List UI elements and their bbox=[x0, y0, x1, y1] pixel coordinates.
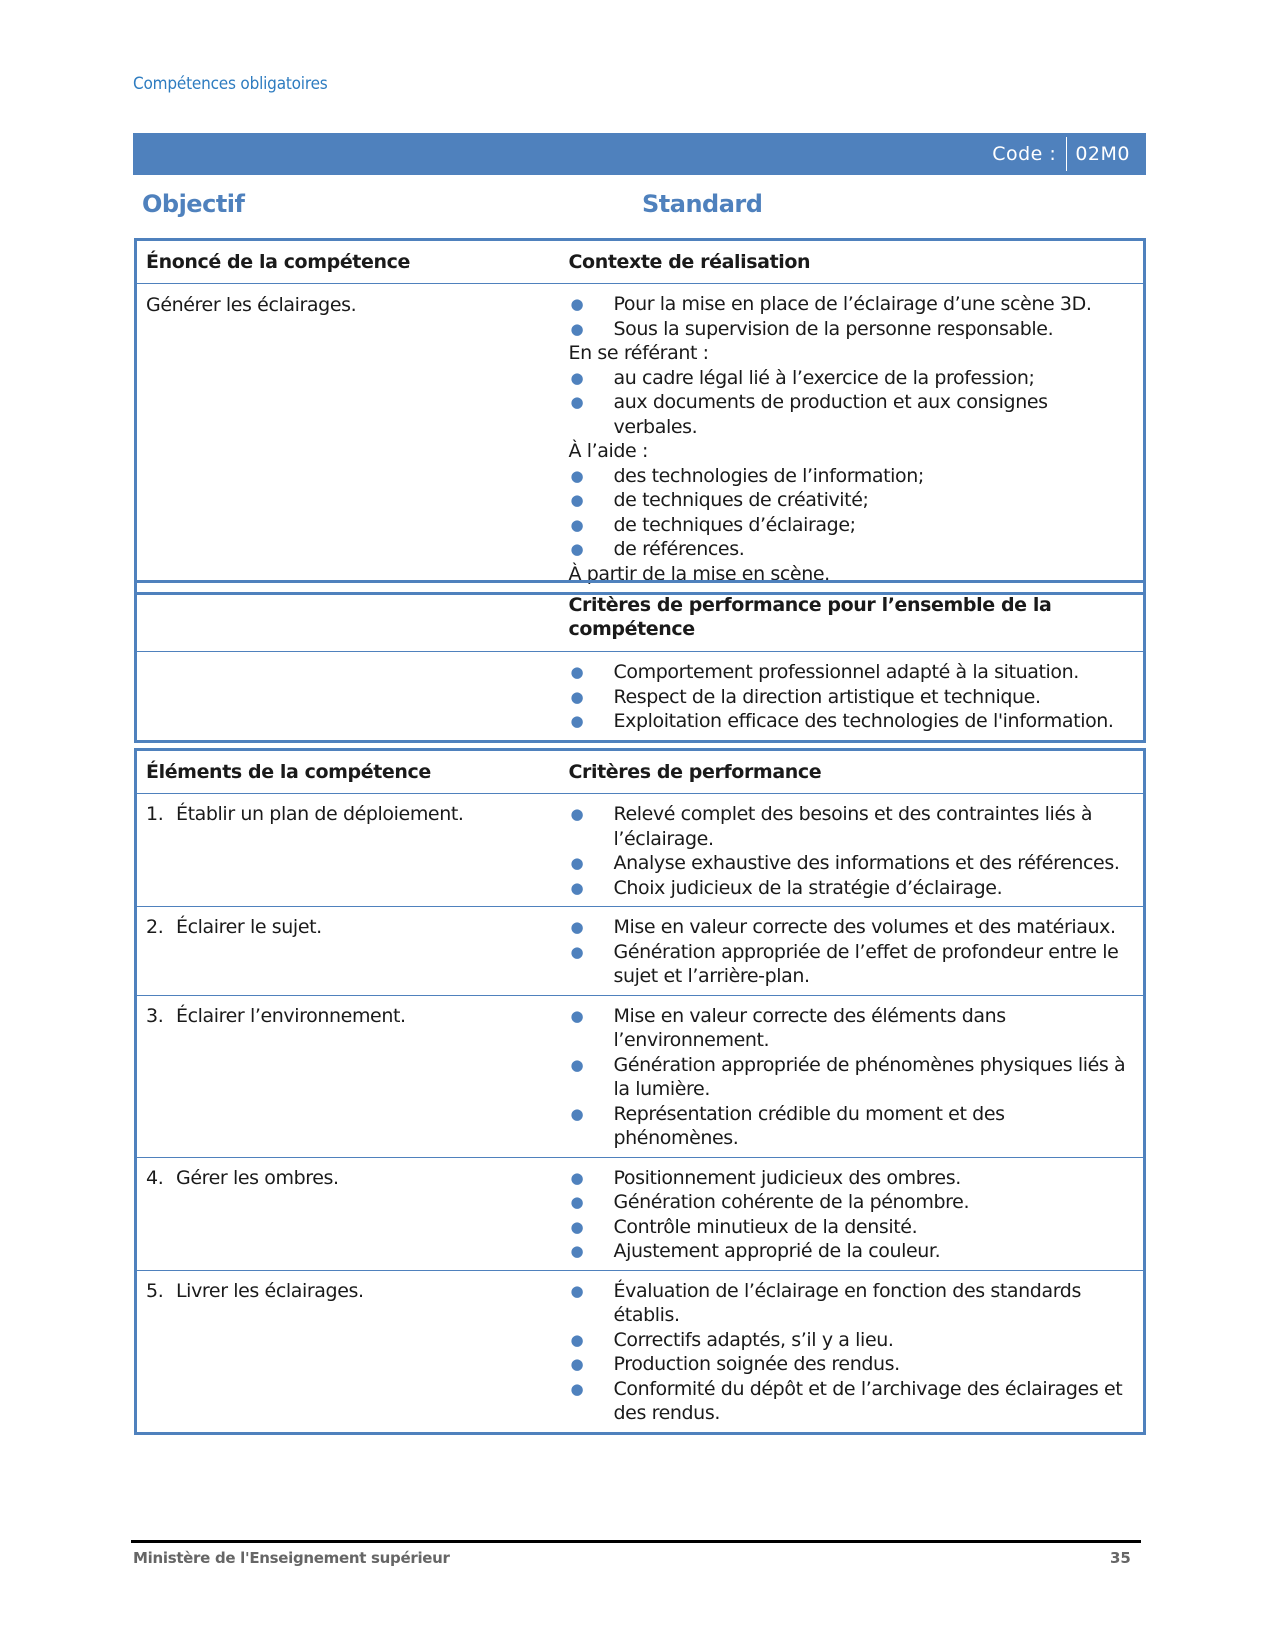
list-item-text: Génération cohérente de la pénombre. bbox=[613, 1191, 970, 1213]
bullet-dot-icon: ● bbox=[570, 295, 584, 313]
bullet-dot-icon: ● bbox=[570, 878, 584, 897]
context-line: À l’aide : bbox=[568, 440, 648, 462]
list-item bbox=[569, 317, 1135, 342]
element-text: Éclairer l’environnement. bbox=[176, 1004, 406, 1027]
page-number: 35 bbox=[1110, 1549, 1131, 1567]
element-cell bbox=[136, 1270, 560, 1433]
enonce-table bbox=[134, 238, 1146, 595]
standard-heading: Standard bbox=[642, 190, 763, 218]
table-header-row bbox=[136, 750, 1145, 794]
element-item bbox=[146, 1005, 551, 1027]
list-item-text: Comportement professionnel adapté à la situation. bbox=[613, 661, 1079, 683]
footer-publisher: Ministère de l'Enseignement supérieur bbox=[133, 1549, 450, 1567]
bullet-dot-icon: ● bbox=[570, 466, 584, 485]
list-item bbox=[569, 709, 1135, 734]
list-item-text: Respect de la direction artistique et technique. bbox=[613, 685, 1041, 708]
list-item bbox=[569, 1328, 1135, 1353]
element-item bbox=[146, 1167, 551, 1189]
element-cell bbox=[136, 1157, 560, 1270]
context-line: À partir de la mise en scène. bbox=[568, 562, 830, 585]
bullet-dot-icon: ● bbox=[570, 1242, 584, 1260]
list-item bbox=[569, 366, 1135, 391]
list-item-text: Ajustement approprié de la couleur. bbox=[613, 1240, 941, 1262]
list-item-text: Évaluation de l’éclairage en fonction des standards établis. bbox=[613, 1279, 1081, 1326]
table-row bbox=[136, 284, 1145, 594]
table-row bbox=[136, 1270, 1145, 1433]
table-row bbox=[136, 652, 1145, 742]
list-item bbox=[569, 940, 1135, 989]
element-cell bbox=[136, 907, 560, 996]
list-item bbox=[569, 1215, 1135, 1240]
element-text: Éclairer le sujet. bbox=[176, 916, 322, 938]
list-item-text: Pour la mise en place de l’éclairage d’une scène 3D. bbox=[613, 293, 1092, 315]
list-item-text: Sous la supervision de la personne responsable. bbox=[613, 317, 1054, 340]
bullet-dot-icon: ● bbox=[570, 687, 584, 706]
table-header-row bbox=[136, 582, 1145, 652]
list-item-text: Choix judicieux de la stratégie d’éclairage. bbox=[613, 876, 1003, 899]
bullet-dot-icon: ● bbox=[570, 368, 584, 387]
list-item-text: aux documents de production et aux consignes verbales. bbox=[613, 391, 1048, 438]
list-item bbox=[569, 1053, 1135, 1102]
list-item bbox=[569, 1239, 1135, 1264]
table-row bbox=[136, 907, 1145, 996]
list-item bbox=[569, 1352, 1135, 1377]
bullet-dot-icon: ● bbox=[570, 918, 584, 936]
contexte-list bbox=[560, 284, 1145, 594]
table-row bbox=[136, 794, 1145, 907]
element-number: 5. bbox=[146, 1279, 164, 1302]
list-item bbox=[569, 1279, 1135, 1328]
enonce-text: Générer les éclairages. bbox=[136, 284, 560, 594]
bullet-dot-icon: ● bbox=[570, 1379, 584, 1398]
list-item bbox=[569, 513, 1135, 538]
bullet-dot-icon: ● bbox=[570, 1006, 584, 1025]
criteria-cell bbox=[560, 1157, 1145, 1270]
element-number: 2. bbox=[146, 916, 164, 938]
element-number: 4. bbox=[146, 1166, 164, 1189]
element-text: Établir un plan de déploiement. bbox=[176, 803, 464, 825]
criteres-header: Critères de performance bbox=[560, 750, 1145, 794]
ensemble-header: Critères de performance pour l’ensemble de la compétence bbox=[560, 582, 1145, 652]
bullet-dot-icon: ● bbox=[570, 1055, 584, 1074]
element-item bbox=[146, 803, 551, 825]
objectif-heading: Objectif bbox=[142, 190, 245, 218]
list-item bbox=[569, 1377, 1135, 1426]
bullet-dot-icon: ● bbox=[570, 540, 584, 558]
bullet-dot-icon: ● bbox=[570, 1104, 584, 1123]
list-item bbox=[569, 685, 1135, 710]
list-item bbox=[569, 292, 1135, 317]
ensemble-criteria-list bbox=[560, 652, 1145, 742]
bullet-dot-icon: ● bbox=[570, 712, 584, 730]
bullet-dot-icon: ● bbox=[570, 319, 584, 338]
list-item-text: Exploitation efficace des technologies de l'information. bbox=[613, 710, 1114, 732]
table-header-row bbox=[136, 240, 1145, 284]
list-item-text: Relevé complet des besoins et des contraintes liés à l’éclairage. bbox=[613, 803, 1093, 850]
code-separator bbox=[1066, 137, 1067, 171]
list-item-text: Conformité du dépôt et de l’archivage des éclairages et des rendus. bbox=[613, 1377, 1123, 1424]
elements-table bbox=[134, 748, 1146, 1435]
bullet-dot-icon: ● bbox=[570, 491, 584, 509]
bullet-dot-icon: ● bbox=[570, 1281, 584, 1300]
element-item bbox=[146, 1280, 551, 1302]
code-value: 02M0 bbox=[1075, 143, 1130, 165]
criteria-cell bbox=[560, 794, 1145, 907]
list-item-text: Correctifs adaptés, s’il y a lieu. bbox=[613, 1328, 894, 1351]
empty-cell bbox=[136, 582, 560, 652]
bullet-dot-icon: ● bbox=[570, 1355, 584, 1373]
bullet-dot-icon: ● bbox=[570, 1217, 584, 1236]
running-head: Compétences obligatoires bbox=[133, 74, 328, 94]
list-item bbox=[569, 851, 1135, 876]
code-bar bbox=[133, 133, 1146, 175]
list-item bbox=[569, 390, 1135, 439]
list-item bbox=[569, 802, 1135, 851]
list-item bbox=[569, 537, 1135, 562]
list-item-text: Génération appropriée de phénomènes physiques liés à la lumière. bbox=[613, 1053, 1126, 1100]
list-item-text: Mise en valeur correcte des éléments dans l’environnement. bbox=[613, 1004, 1006, 1051]
list-item-text: de références. bbox=[613, 538, 745, 560]
bullet-dot-icon: ● bbox=[570, 1168, 584, 1187]
context-line: En se référant : bbox=[568, 342, 709, 364]
list-item-text: de techniques d’éclairage; bbox=[613, 513, 856, 536]
list-item-text: des technologies de l’information; bbox=[613, 464, 924, 487]
enonce-header: Énoncé de la compétence bbox=[136, 240, 560, 284]
bullet-dot-icon: ● bbox=[570, 942, 584, 961]
footer-rule bbox=[131, 1540, 1141, 1543]
list-item bbox=[569, 1004, 1135, 1053]
list-item bbox=[569, 464, 1135, 489]
bullet-dot-icon: ● bbox=[570, 805, 584, 823]
list-item-text: au cadre légal lié à l’exercice de la profession; bbox=[613, 366, 1035, 389]
list-item bbox=[569, 488, 1135, 513]
element-cell bbox=[136, 995, 560, 1157]
elements-header: Éléments de la compétence bbox=[136, 750, 560, 794]
list-item-text: Représentation crédible du moment et des phénomènes. bbox=[613, 1102, 1005, 1149]
criteria-cell bbox=[560, 1270, 1145, 1433]
table-row bbox=[136, 995, 1145, 1157]
list-item bbox=[569, 876, 1135, 901]
list-item bbox=[569, 1166, 1135, 1191]
bullet-dot-icon: ● bbox=[570, 1193, 584, 1211]
table-row bbox=[136, 1157, 1145, 1270]
bullet-dot-icon: ● bbox=[570, 854, 584, 872]
list-item bbox=[569, 915, 1135, 940]
list-item bbox=[569, 1102, 1135, 1151]
element-text: Gérer les ombres. bbox=[176, 1166, 339, 1189]
bullet-dot-icon: ● bbox=[570, 663, 584, 681]
element-item bbox=[146, 916, 551, 938]
list-item bbox=[569, 1190, 1135, 1215]
list-item-text: Contrôle minutieux de la densité. bbox=[613, 1215, 918, 1238]
element-cell bbox=[136, 794, 560, 907]
bullet-dot-icon: ● bbox=[570, 515, 584, 534]
bullet-dot-icon: ● bbox=[570, 393, 584, 411]
list-item-text: Mise en valeur correcte des volumes et des matériaux. bbox=[613, 916, 1116, 938]
criteria-cell bbox=[560, 995, 1145, 1157]
empty-cell bbox=[136, 652, 560, 742]
bullet-dot-icon: ● bbox=[570, 1330, 584, 1349]
list-item-text: de techniques de créativité; bbox=[613, 489, 869, 511]
element-text: Livrer les éclairages. bbox=[176, 1279, 364, 1302]
list-item-text: Production soignée des rendus. bbox=[613, 1353, 900, 1375]
contexte-header: Contexte de réalisation bbox=[560, 240, 1145, 284]
code-label: Code : bbox=[992, 143, 1057, 165]
ensemble-table bbox=[134, 580, 1146, 743]
list-item-text: Positionnement judicieux des ombres. bbox=[613, 1166, 961, 1189]
list-item-text: Génération appropriée de l’effet de profondeur entre le sujet et l’arrière-plan. bbox=[613, 940, 1119, 987]
element-number: 3. bbox=[146, 1004, 164, 1027]
criteria-cell bbox=[560, 907, 1145, 996]
element-number: 1. bbox=[146, 803, 164, 825]
list-item-text: Analyse exhaustive des informations et des références. bbox=[613, 852, 1120, 874]
list-item bbox=[569, 660, 1135, 685]
